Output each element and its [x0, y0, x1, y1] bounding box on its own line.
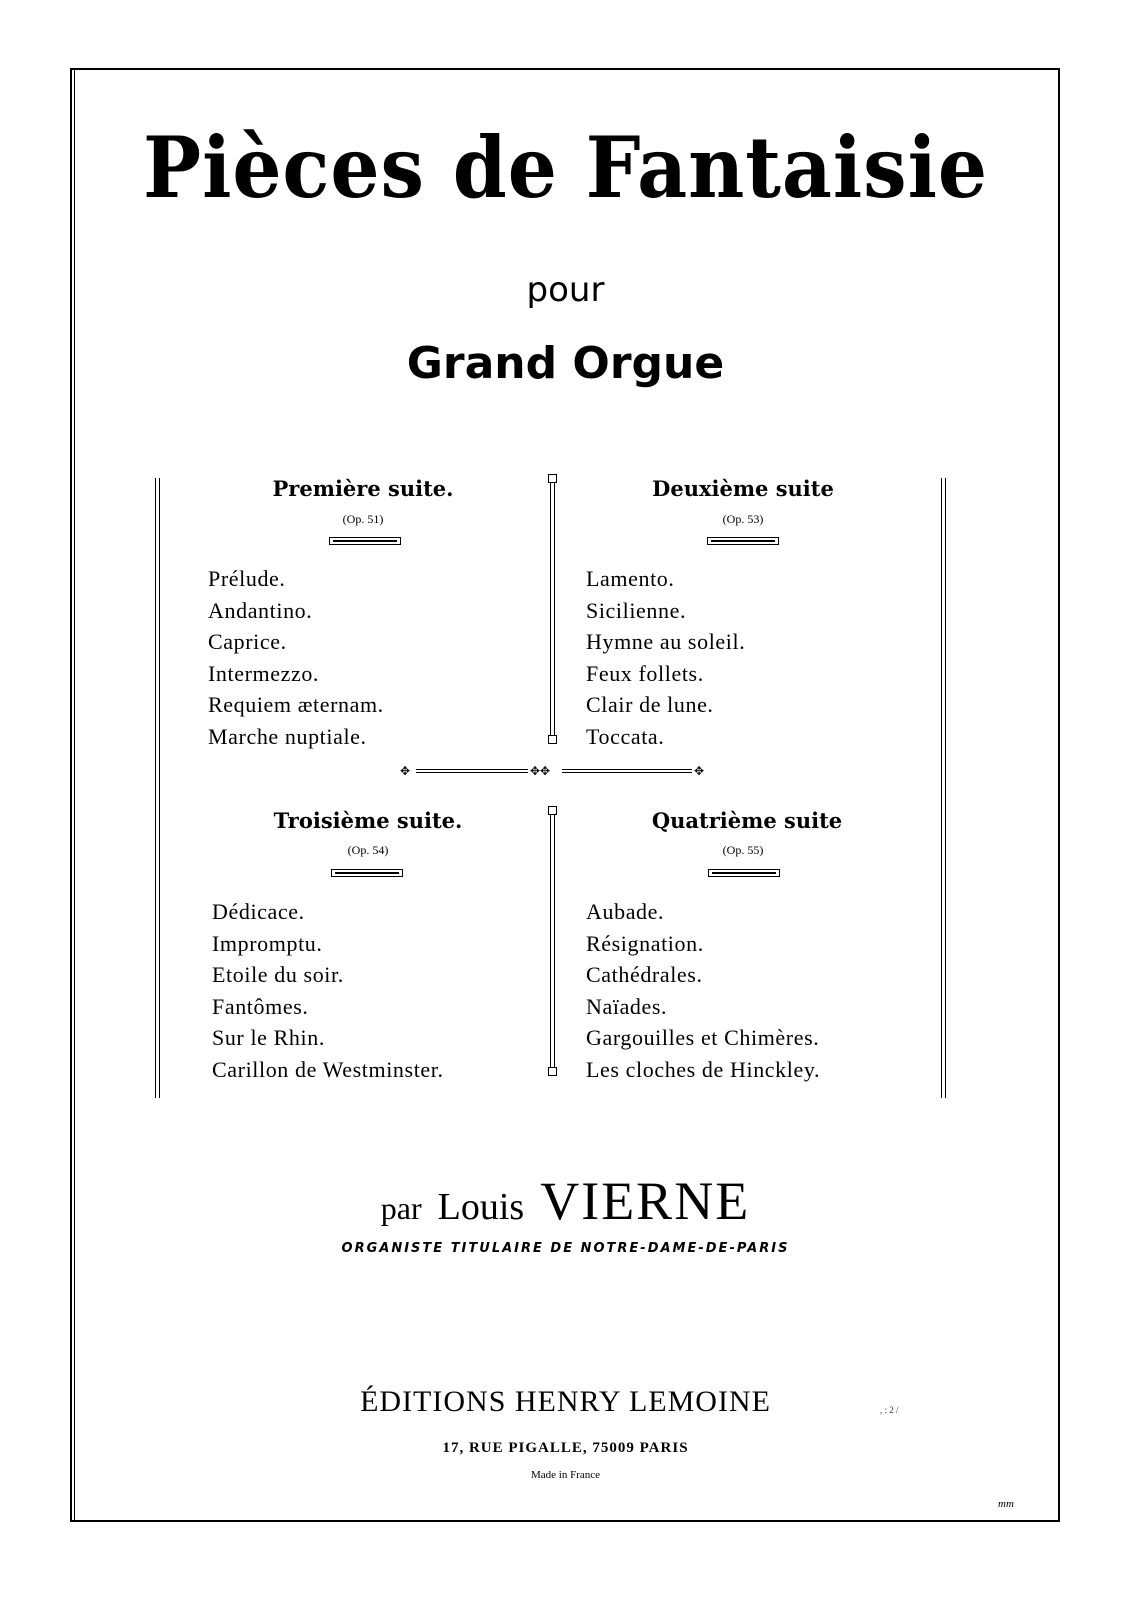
author-par: par [380, 1190, 422, 1226]
suite-piece-list [212, 896, 444, 1085]
suite-piece-list [208, 563, 384, 752]
piece-item: Cathédrales. [586, 962, 703, 987]
piece-item: Les cloches de Hinckley. [586, 1056, 821, 1082]
piece-item: Résignation. [586, 930, 704, 956]
suite-piece-list [586, 896, 820, 1085]
piece-item: Naïades. [586, 993, 668, 1019]
piece-item: Sicilienne. [586, 597, 687, 623]
suite-piece-list [586, 563, 745, 752]
piece-item: Caprice. [208, 629, 287, 654]
author-first-name: Louis [437, 1186, 525, 1228]
piece-item: Etoile du soir. [212, 962, 344, 987]
plaque-ornament [707, 537, 779, 545]
made-in-label: Made in France [530, 1469, 601, 1481]
piece-item: Intermezzo. [208, 660, 320, 686]
piece-item: Dédicace. [212, 899, 305, 924]
bar-cap [548, 735, 557, 744]
piece-item: Fantômes. [212, 993, 309, 1019]
piece-item: Feux follets. [586, 660, 704, 686]
suite-title: Première suite. [272, 476, 454, 501]
catalog-code: , : 2 / [880, 1405, 899, 1415]
pour-label: pour [526, 270, 605, 310]
plaque-ornament [708, 869, 780, 877]
ornament-icon: ✥ [400, 764, 411, 778]
piece-item: Marche nuptiale. [208, 723, 367, 749]
piece-item: Gargouilles et Chimères. [586, 1025, 820, 1050]
ornament-icon: ✥✥ [530, 764, 551, 778]
ornament-rule-right [562, 769, 692, 773]
engraver-mark: mm [998, 1498, 1014, 1510]
plaque-ornament [329, 537, 401, 545]
piece-item: Requiem æternam. [208, 692, 384, 717]
publisher-address: 17, RUE PIGALLE, 75009 PARIS [442, 1440, 689, 1456]
center-ornament-bar-top [550, 483, 555, 735]
piece-item: Prélude. [208, 566, 286, 591]
suite-title: Troisième suite. [273, 808, 463, 833]
piece-item: Carillon de Westminster. [212, 1056, 444, 1082]
suite-title: Deuxième suite [652, 476, 834, 501]
center-ornament-bar-bottom [550, 815, 555, 1067]
suite-opus: (Op. 51) [342, 512, 384, 526]
suite-title: Quatrième suite [651, 808, 843, 833]
piece-item: Andantino. [208, 597, 313, 623]
piece-item: Hymne au soleil. [586, 629, 746, 654]
left-ornament-bar [155, 478, 160, 1098]
author-line [0, 1170, 1131, 1232]
bar-cap [548, 474, 557, 483]
piece-item: Impromptu. [212, 930, 323, 956]
suite-opus: (Op. 54) [347, 843, 389, 857]
bar-cap [548, 1067, 557, 1076]
plaque-ornament [331, 869, 403, 877]
bar-cap [548, 806, 557, 815]
publisher-name: ÉDITIONS HENRY LEMOINE [360, 1385, 771, 1418]
ornament-icon: ✥ [694, 764, 705, 778]
piece-item: Aubade. [586, 899, 665, 924]
author-subtitle: ORGANISTE TITULAIRE DE NOTRE-DAME-DE-PARIS [341, 1241, 790, 1256]
piece-item: Clair de lune. [586, 692, 714, 717]
piece-item: Lamento. [586, 566, 675, 591]
ornament-rule-left [416, 769, 528, 773]
piece-item: Sur le Rhin. [212, 1025, 325, 1050]
instrument-title: Grand Orgue [406, 338, 725, 389]
page-title: Pièces de Fantaisie [143, 118, 988, 217]
suite-opus: (Op. 55) [722, 843, 764, 857]
piece-item: Toccata. [586, 723, 665, 749]
right-ornament-bar [941, 478, 946, 1098]
author-last-name: VIERNE [540, 1171, 751, 1231]
suite-opus: (Op. 53) [722, 512, 764, 526]
